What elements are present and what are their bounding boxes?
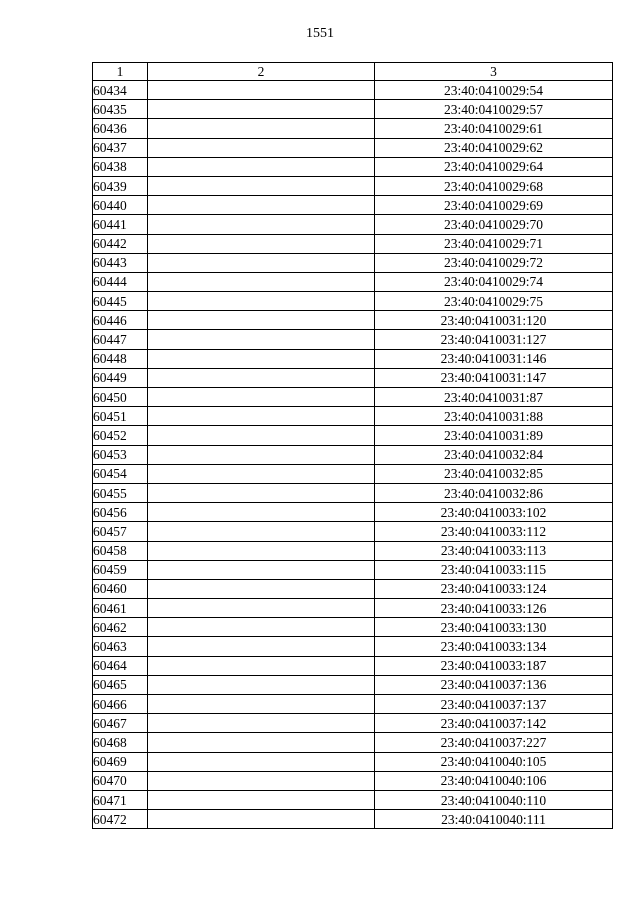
row-number: 60454	[93, 464, 148, 483]
table-row	[93, 618, 613, 637]
row-description	[148, 272, 375, 291]
table-row	[93, 790, 613, 809]
row-description	[148, 311, 375, 330]
cadastral-number: 23:40:0410031:147	[375, 368, 613, 387]
table-row	[93, 196, 613, 215]
cadastral-number: 23:40:0410031:146	[375, 349, 613, 368]
table-row	[93, 714, 613, 733]
row-description	[148, 426, 375, 445]
row-description	[148, 503, 375, 522]
cadastral-number: 23:40:0410033:124	[375, 579, 613, 598]
table-row	[93, 599, 613, 618]
row-description	[148, 157, 375, 176]
row-description	[148, 388, 375, 407]
row-number: 60448	[93, 349, 148, 368]
table-row	[93, 637, 613, 656]
cadastral-number: 23:40:0410031:88	[375, 407, 613, 426]
row-description	[148, 695, 375, 714]
cadastral-number: 23:40:0410032:85	[375, 464, 613, 483]
cadastral-table	[92, 62, 613, 829]
cadastral-number: 23:40:0410029:75	[375, 292, 613, 311]
table-row	[93, 215, 613, 234]
row-number: 60462	[93, 618, 148, 637]
row-description	[148, 464, 375, 483]
row-number: 60445	[93, 292, 148, 311]
cadastral-number: 23:40:0410029:74	[375, 272, 613, 291]
row-number: 60467	[93, 714, 148, 733]
column-header-2: 2	[148, 63, 375, 81]
table-row	[93, 675, 613, 694]
row-description	[148, 196, 375, 215]
row-number: 60437	[93, 138, 148, 157]
cadastral-number: 23:40:0410033:112	[375, 522, 613, 541]
cadastral-number: 23:40:0410029:54	[375, 81, 613, 100]
table-row	[93, 81, 613, 100]
row-number: 60451	[93, 407, 148, 426]
table-row	[93, 733, 613, 752]
row-description	[148, 292, 375, 311]
cadastral-number: 23:40:0410029:61	[375, 119, 613, 138]
cadastral-number: 23:40:0410029:62	[375, 138, 613, 157]
cadastral-number: 23:40:0410040:106	[375, 771, 613, 790]
cadastral-number: 23:40:0410029:72	[375, 253, 613, 272]
row-description	[148, 349, 375, 368]
cadastral-number: 23:40:0410033:187	[375, 656, 613, 675]
cadastral-number: 23:40:0410037:142	[375, 714, 613, 733]
cadastral-number: 23:40:0410040:105	[375, 752, 613, 771]
row-number: 60450	[93, 388, 148, 407]
row-number: 60459	[93, 560, 148, 579]
row-number: 60443	[93, 253, 148, 272]
cadastral-number: 23:40:0410029:70	[375, 215, 613, 234]
row-description	[148, 656, 375, 675]
row-description	[148, 138, 375, 157]
cadastral-number: 23:40:0410037:227	[375, 733, 613, 752]
cadastral-number: 23:40:0410033:130	[375, 618, 613, 637]
cadastral-number: 23:40:0410032:84	[375, 445, 613, 464]
table-row	[93, 100, 613, 119]
table-row	[93, 771, 613, 790]
row-number: 60438	[93, 157, 148, 176]
row-number: 60460	[93, 579, 148, 598]
table-row	[93, 656, 613, 675]
row-number: 60472	[93, 810, 148, 829]
row-number: 60442	[93, 234, 148, 253]
cadastral-number: 23:40:0410033:113	[375, 541, 613, 560]
row-description	[148, 81, 375, 100]
cadastral-number: 23:40:0410040:110	[375, 790, 613, 809]
table-row	[93, 272, 613, 291]
row-description	[148, 579, 375, 598]
row-number: 60441	[93, 215, 148, 234]
cadastral-number: 23:40:0410033:134	[375, 637, 613, 656]
row-description	[148, 752, 375, 771]
table-row	[93, 503, 613, 522]
row-number: 60468	[93, 733, 148, 752]
cadastral-number: 23:40:0410031:120	[375, 311, 613, 330]
page-number: 1551	[306, 26, 334, 41]
row-description	[148, 714, 375, 733]
table-row	[93, 541, 613, 560]
row-number: 60470	[93, 771, 148, 790]
cadastral-number: 23:40:0410029:69	[375, 196, 613, 215]
row-number: 60435	[93, 100, 148, 119]
table-row	[93, 176, 613, 195]
table-row	[93, 138, 613, 157]
row-number: 60453	[93, 445, 148, 464]
row-description	[148, 445, 375, 464]
table-row	[93, 522, 613, 541]
row-description	[148, 637, 375, 656]
table-row	[93, 695, 613, 714]
table-row	[93, 407, 613, 426]
cadastral-number: 23:40:0410029:68	[375, 176, 613, 195]
table-row	[93, 464, 613, 483]
table-row	[93, 234, 613, 253]
row-description	[148, 541, 375, 560]
row-number: 60440	[93, 196, 148, 215]
row-number: 60461	[93, 599, 148, 618]
row-number: 60436	[93, 119, 148, 138]
row-number: 60447	[93, 330, 148, 349]
column-header-3: 3	[375, 63, 613, 81]
row-description	[148, 215, 375, 234]
table-body	[93, 81, 613, 829]
table-row	[93, 330, 613, 349]
table-row	[93, 426, 613, 445]
row-description	[148, 618, 375, 637]
row-description	[148, 368, 375, 387]
table-row	[93, 292, 613, 311]
cadastral-number: 23:40:0410033:102	[375, 503, 613, 522]
row-number: 60455	[93, 483, 148, 502]
row-description	[148, 599, 375, 618]
row-description	[148, 234, 375, 253]
table-row	[93, 388, 613, 407]
cadastral-number: 23:40:0410032:86	[375, 483, 613, 502]
table-header-row	[93, 63, 613, 81]
cadastral-number: 23:40:0410029:57	[375, 100, 613, 119]
row-description	[148, 733, 375, 752]
table-row	[93, 368, 613, 387]
row-description	[148, 560, 375, 579]
row-number: 60434	[93, 81, 148, 100]
table-row	[93, 752, 613, 771]
row-number: 60466	[93, 695, 148, 714]
row-number: 60471	[93, 790, 148, 809]
row-description	[148, 810, 375, 829]
row-number: 60449	[93, 368, 148, 387]
row-number: 60469	[93, 752, 148, 771]
row-description	[148, 771, 375, 790]
row-description	[148, 176, 375, 195]
cadastral-number: 23:40:0410029:64	[375, 157, 613, 176]
cadastral-number: 23:40:0410029:71	[375, 234, 613, 253]
row-number: 60464	[93, 656, 148, 675]
table-row	[93, 253, 613, 272]
table-row	[93, 810, 613, 829]
table-row	[93, 349, 613, 368]
row-number: 60452	[93, 426, 148, 445]
cadastral-number: 23:40:0410037:136	[375, 675, 613, 694]
cadastral-number: 23:40:0410031:89	[375, 426, 613, 445]
row-description	[148, 790, 375, 809]
row-description	[148, 119, 375, 138]
row-number: 60444	[93, 272, 148, 291]
row-number: 60439	[93, 176, 148, 195]
cadastral-number: 23:40:0410033:126	[375, 599, 613, 618]
table-row	[93, 119, 613, 138]
row-description	[148, 675, 375, 694]
cadastral-number: 23:40:0410031:127	[375, 330, 613, 349]
row-number: 60456	[93, 503, 148, 522]
table-row	[93, 579, 613, 598]
row-description	[148, 483, 375, 502]
row-description	[148, 253, 375, 272]
row-description	[148, 100, 375, 119]
cadastral-number: 23:40:0410031:87	[375, 388, 613, 407]
table-row	[93, 483, 613, 502]
cadastral-number: 23:40:0410033:115	[375, 560, 613, 579]
row-number: 60457	[93, 522, 148, 541]
row-description	[148, 407, 375, 426]
row-number: 60458	[93, 541, 148, 560]
row-description	[148, 522, 375, 541]
column-header-1: 1	[93, 63, 148, 81]
row-number: 60463	[93, 637, 148, 656]
cadastral-number: 23:40:0410040:111	[375, 810, 613, 829]
table-row	[93, 445, 613, 464]
table-row	[93, 560, 613, 579]
table-row	[93, 157, 613, 176]
row-number: 60465	[93, 675, 148, 694]
row-number: 60446	[93, 311, 148, 330]
row-description	[148, 330, 375, 349]
table-row	[93, 311, 613, 330]
cadastral-number: 23:40:0410037:137	[375, 695, 613, 714]
